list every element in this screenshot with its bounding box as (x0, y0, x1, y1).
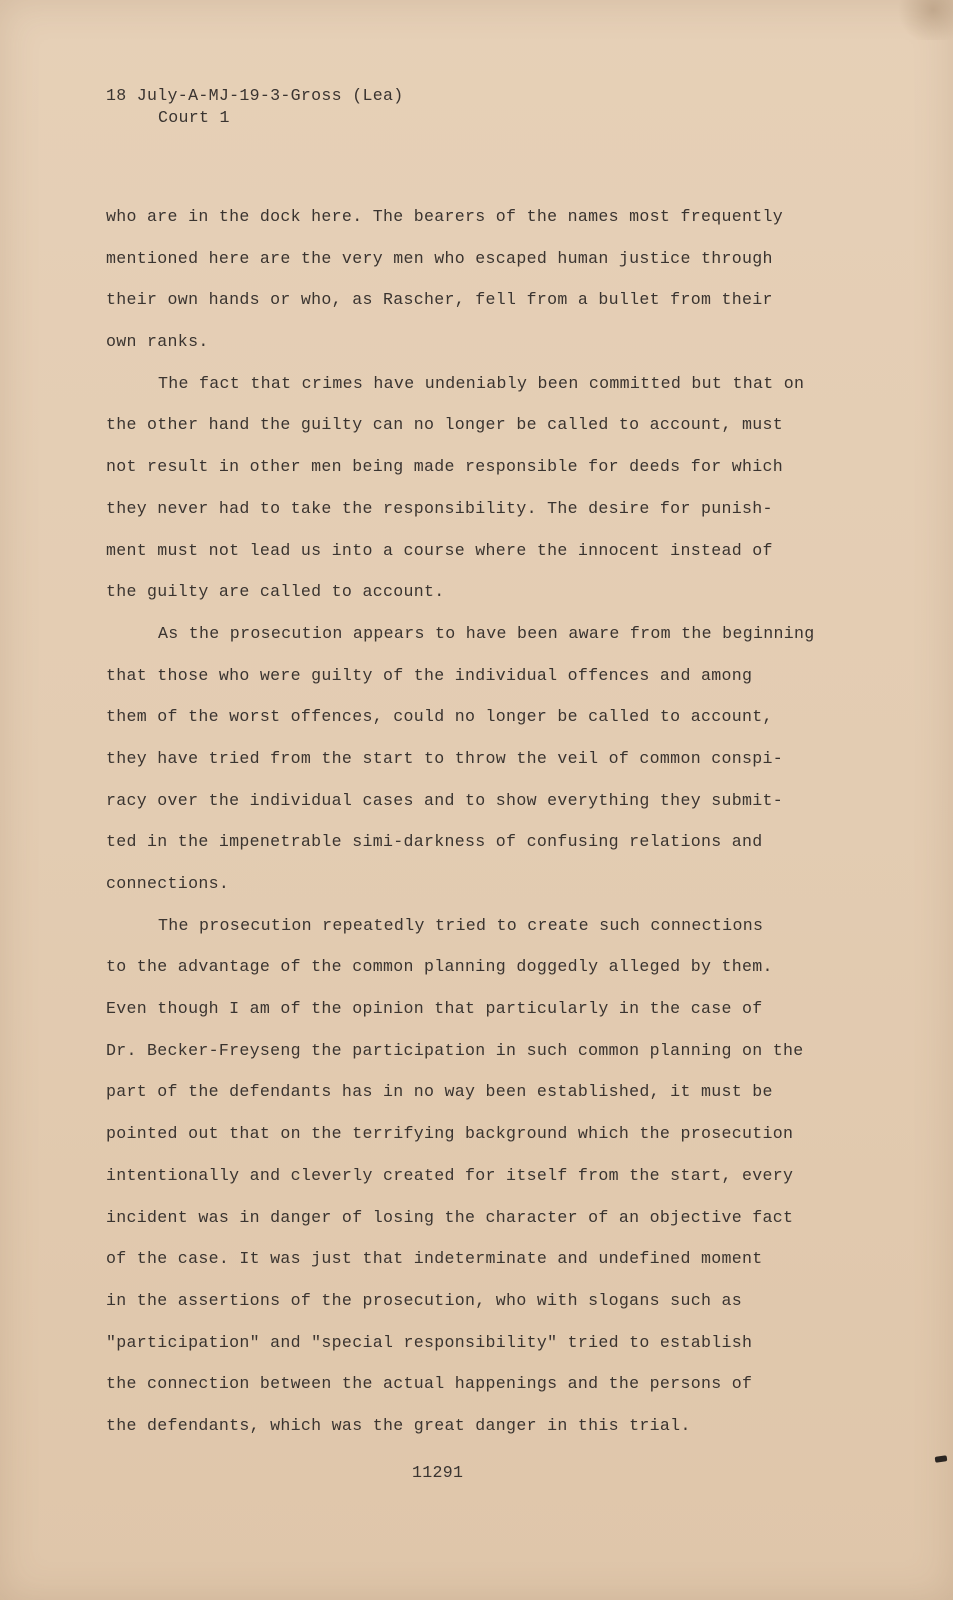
paragraph-start-line: The fact that crimes have undeniably been committed but that on (158, 373, 805, 393)
text-line: of the case. It was just that indeterminate and undefined moment (106, 1249, 763, 1269)
paragraph-start-line: As the prosecution appears to have been aware from the beginning (158, 623, 815, 643)
document-reference: 18 July-A-MJ-19-3-Gross (Lea) (106, 86, 404, 105)
text-line: connections. (106, 874, 230, 893)
court-label: Court 1 (158, 108, 230, 127)
text-line: the guilty are called to account. (106, 582, 445, 602)
text-line: Dr. Becker-Freyseng the participation in such common planning on the (106, 1040, 804, 1060)
text-line: them of the worst offences, could no longer be called to account, (106, 707, 773, 727)
text-line: not result in other men being made responsible for deeds for which (106, 457, 784, 477)
corner-shadow (893, 0, 953, 40)
text-line: racy over the individual cases and to show everything they submit- (106, 790, 784, 810)
text-line: pointed out that on the terrifying background which the prosecution (106, 1124, 794, 1144)
text-line: part of the defendants has in no way been established, it must be (106, 1082, 773, 1102)
text-line: their own hands or who, as Rascher, fell from a bullet from their (106, 290, 773, 310)
text-line: they have tried from the start to throw the veil of common conspi- (106, 748, 784, 768)
text-line: the connection between the actual happenings and the persons of (106, 1374, 753, 1394)
text-line: ment must not lead us into a course where the innocent instead of (106, 540, 773, 560)
text-line: who are in the dock here. The bearers of the names most frequently (106, 207, 784, 226)
text-line: ted in the impenetrable simi-darkness of confusing relations and (106, 832, 763, 852)
text-line: Even though I am of the opinion that particularly in the case of (106, 999, 763, 1019)
text-line: intentionally and cleverly created for itself from the start, every (106, 1165, 794, 1185)
text-line: incident was in danger of losing the character of an objective fact (106, 1207, 794, 1227)
text-line: in the assertions of the prosecution, who with slogans such as (106, 1290, 742, 1310)
text-line: they never had to take the responsibility. The desire for punish- (106, 498, 773, 518)
paragraph-start-line: The prosecution repeatedly tried to create such connections (158, 915, 764, 935)
text-line: that those who were guilty of the individual offences and among (106, 665, 753, 685)
edge-ink-mark (935, 1455, 948, 1463)
text-line: the defendants, which was the great danger in this trial. (106, 1415, 691, 1435)
text-line: to the advantage of the common planning doggedly alleged by them. (106, 957, 773, 977)
text-line: "participation" and "special responsibility" tried to establish (106, 1332, 753, 1352)
text-line: the other hand the guilty can no longer be called to account, must (106, 415, 784, 435)
document-body (106, 206, 926, 1457)
text-line: own ranks. (106, 332, 209, 352)
page-number: 11291 (412, 1463, 464, 1482)
text-line: mentioned here are the very men who escaped human justice through (106, 248, 773, 268)
